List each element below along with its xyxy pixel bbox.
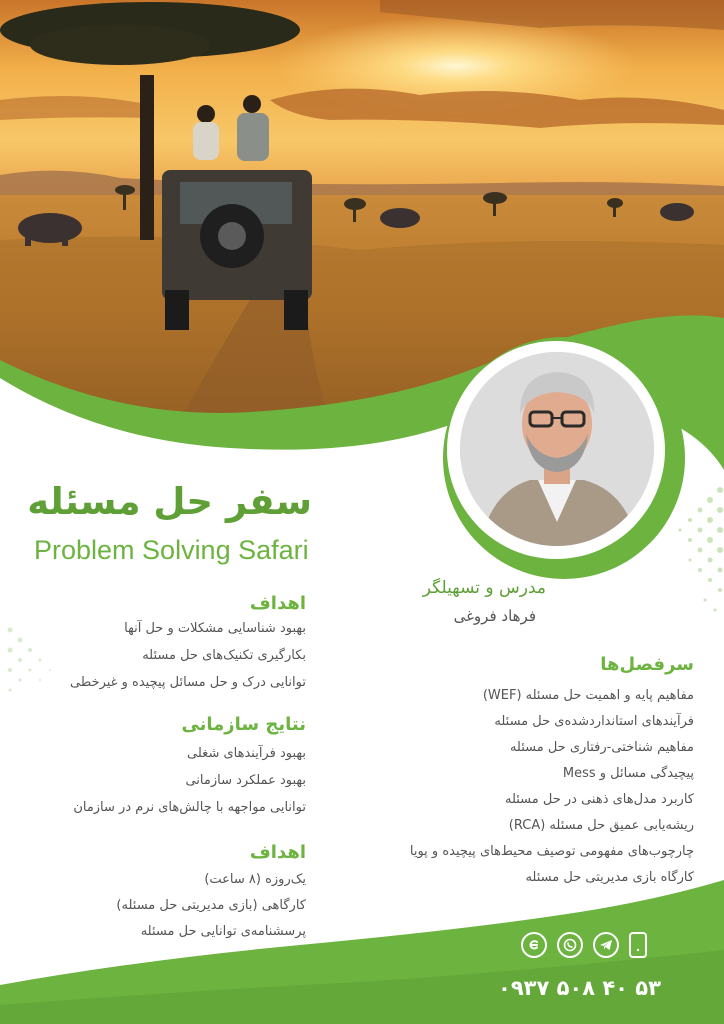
- instructor-name: فرهاد فروغی: [453, 607, 536, 625]
- format-heading: اهداف: [249, 842, 306, 863]
- page-title-fa: سفر حل مسئله: [27, 480, 312, 523]
- phone-number[interactable]: ۰۹۳۷ ۵۰۸ ۴۰ ۵۳: [498, 976, 661, 1000]
- mobile-icon[interactable]: [629, 932, 647, 958]
- contact-icons: [521, 932, 647, 958]
- syllabus-item: ریشه‌یابی عمیق حل مسئله (RCA): [508, 818, 694, 833]
- telegram-icon[interactable]: [593, 932, 619, 958]
- goals-item: توانایی درک و حل مسائل پیچیده و غیرخطی: [70, 675, 306, 690]
- syllabus-item: مفاهیم پایه و اهمیت حل مسئله (WEF): [482, 688, 694, 703]
- instructor-portrait: [460, 352, 654, 546]
- org-results-item: توانایی مواجهه با چالش‌های نرم در سازمان: [73, 800, 306, 815]
- syllabus-item: چارچوب‌های مفهومی توصیف محیط‌های پیچیده و پویا: [409, 844, 694, 859]
- format-item: پرسشنامه‌ی توانایی حل مسئله: [140, 924, 306, 939]
- org-results-heading: نتایج سازمانی: [181, 714, 306, 735]
- whatsapp-icon[interactable]: [557, 932, 583, 958]
- eitaa-icon[interactable]: [521, 932, 547, 958]
- syllabus-item: کارگاه بازی مدیریتی حل مسئله: [525, 870, 694, 885]
- goals-item: بکارگیری تکنیک‌های حل مسئله: [142, 648, 306, 663]
- org-results-item: بهبود فرآیندهای شغلی: [187, 746, 306, 761]
- instructor-role: مدرس و تسهیلگر: [422, 578, 546, 598]
- syllabus-item: کاربرد مدل‌های ذهنی در حل مسئله: [504, 792, 694, 807]
- goals-heading: اهداف: [249, 593, 306, 614]
- syllabus-heading: سرفصل‌ها: [600, 654, 694, 675]
- format-item: کارگاهی (بازی مدیریتی حل مسئله): [116, 898, 306, 913]
- syllabus-item: فرآیندهای استانداردشده‌ی حل مسئله: [494, 714, 694, 729]
- org-results-item: بهبود عملکرد سازمانی: [185, 773, 306, 788]
- syllabus-item: مفاهیم شناختی-رفتاری حل مسئله: [509, 740, 694, 755]
- goals-item: بهبود شناسایی مشکلات و حل آنها: [124, 621, 306, 636]
- format-item: یک‌روزه (۸ ساعت): [204, 872, 306, 887]
- syllabus-item: پیچیدگی مسائل و Mess: [562, 766, 694, 781]
- page-title-en: Problem Solving Safari: [34, 535, 309, 565]
